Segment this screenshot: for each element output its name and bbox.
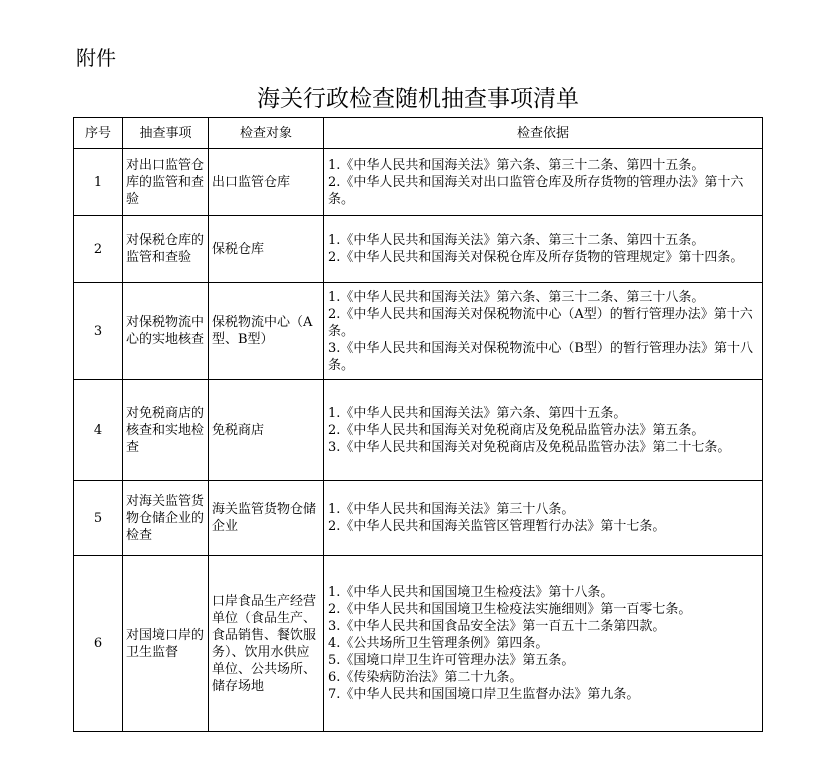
- row-number: 1: [74, 149, 123, 216]
- header-target: 检查对象: [209, 118, 324, 149]
- basis-line: 2.《中华人民共和国海关对保税仓库及所存货物的管理规定》第十四条。: [328, 250, 744, 265]
- table-header-row: [74, 118, 763, 149]
- basis-line: 1.《中华人民共和国海关法》第三十八条。: [328, 502, 575, 517]
- basis-line: 2.《中华人民共和国国境卫生检疫法实施细则》第一百零七条。: [328, 602, 692, 617]
- basis-line: 3.《中华人民共和国海关对免税商店及免税品监管办法》第二十七条。: [328, 439, 731, 455]
- basis-line: 2.《中华人民共和国海关对出口监管仓库及所存货物的管理办法》第十六条。: [328, 174, 744, 207]
- basis-line: 1.《中华人民共和国海关法》第六条、第三十二条、第四十五条。: [328, 157, 705, 173]
- row-item: 对免税商店的核查和实地检查: [123, 380, 209, 481]
- basis-line: 1.《中华人民共和国海关法》第六条、第三十二条、第三十八条。: [328, 289, 705, 305]
- basis-line: 3.《中华人民共和国食品安全法》第一百五十二条第四款。: [328, 619, 666, 634]
- basis-line: 1.《中华人民共和国国境卫生检疫法》第十八条。: [328, 585, 614, 600]
- basis-line: 3.《中华人民共和国海关对保税物流中心（B型）的暂行管理办法》第十八条。: [328, 340, 753, 373]
- row-target: 海关监管货物仓储企业: [209, 481, 324, 556]
- basis-line: 1.《中华人民共和国海关法》第六条、第四十五条。: [328, 405, 627, 421]
- page-title: 海关行政检查随机抽查事项清单: [257, 86, 579, 112]
- row-basis: [324, 216, 763, 283]
- row-basis: [324, 149, 763, 216]
- row-number: 4: [74, 380, 123, 481]
- row-target: 保税物流中心（A型、B型）: [209, 283, 324, 380]
- table-row: [74, 556, 763, 732]
- basis-line: 2.《中华人民共和国海关对免税商店及免税品监管办法》第五条。: [328, 422, 705, 438]
- basis-line: 5.《国境口岸卫生许可管理办法》第五条。: [328, 653, 575, 668]
- table-row: [74, 149, 763, 216]
- basis-line: 1.《中华人民共和国海关法》第六条、第三十二条、第四十五条。: [328, 233, 705, 248]
- row-item: 对海关监管货物仓储企业的检查: [123, 481, 209, 556]
- row-number: 2: [74, 216, 123, 283]
- row-item: 对保税仓库的监管和查验: [123, 216, 209, 283]
- row-target: 出口监管仓库: [209, 149, 324, 216]
- row-basis: [324, 283, 763, 380]
- basis-line: 7.《中华人民共和国国境口岸卫生监督办法》第九条。: [328, 687, 640, 702]
- basis-line: 6.《传染病防治法》第二十九条。: [328, 670, 523, 685]
- header-item: 抽查事项: [123, 118, 209, 149]
- row-number: 6: [74, 556, 123, 732]
- header-no: 序号: [74, 118, 123, 149]
- row-number: 5: [74, 481, 123, 556]
- inspection-table: [73, 117, 763, 732]
- row-target: 口岸食品生产经营单位（食品生产、食品销售、餐饮服务）、饮用水供应单位、公共场所、储存场地: [209, 556, 324, 732]
- row-item: 对国境口岸的卫生监督: [123, 556, 209, 732]
- table-row: [74, 283, 763, 380]
- basis-line: 4.《公共场所卫生管理条例》第四条。: [328, 636, 549, 651]
- row-basis: [324, 380, 763, 481]
- row-target: 免税商店: [209, 380, 324, 481]
- basis-line: 2.《中华人民共和国海关对保税物流中心（A型）的暂行管理办法》第十六条。: [328, 306, 753, 339]
- table-row: [74, 380, 763, 481]
- header-basis: 检查依据: [324, 118, 763, 149]
- row-item: 对出口监管仓库的监管和查验: [123, 149, 209, 216]
- basis-line: 2.《中华人民共和国海关监管区管理暂行办法》第十七条。: [328, 519, 666, 534]
- row-basis: [324, 481, 763, 556]
- table-row: [74, 216, 763, 283]
- row-item: 对保税物流中心的实地核查: [123, 283, 209, 380]
- row-number: 3: [74, 283, 123, 380]
- row-target: 保税仓库: [209, 216, 324, 283]
- row-basis: [324, 556, 763, 732]
- table-row: [74, 481, 763, 556]
- attachment-label: 附件: [76, 46, 116, 70]
